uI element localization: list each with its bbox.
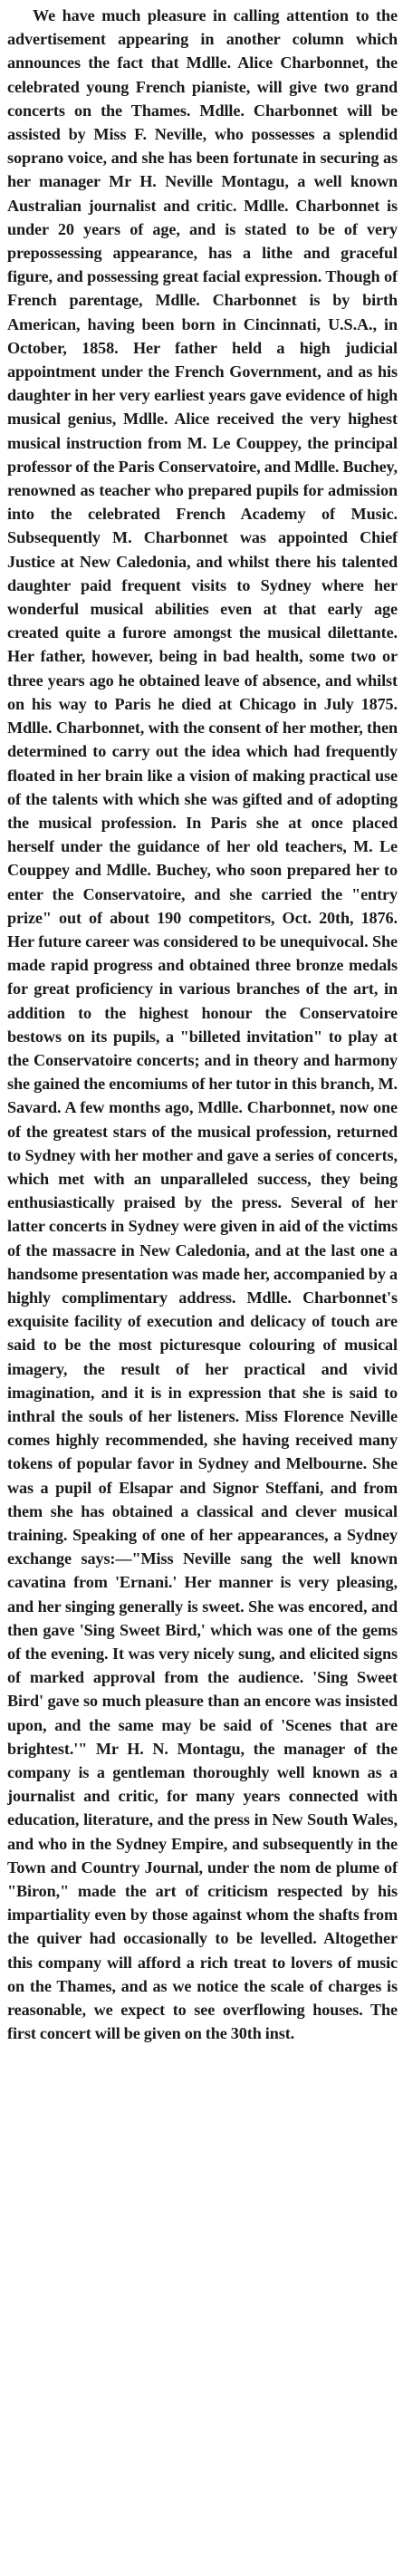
article-body: We have much pleasure in calling attention to the advertisement appearing in another column which announces the fact that Mdlle. Alice Charbonnet, the celebrated young French pianiste, will give two grand concerts on the Thames. Mdlle. Charbonnet will be assisted by Miss F. Neville, who possesses a splendid soprano voice, and she has been fortunate in securing as her manager Mr H. Neville Montagu, a well known Australian journalist and critic. Mdlle. Charbonnet is under 20 years of age, and is stated to be of very prepossessing appearance, has a lithe and graceful figure, and possessing great facial expression. Though of French parentage, Mdlle. Charbonnet is by birth American, having been born in Cincinnati, U.S.A., in October, 1858. Her father held a high judicial appointment under the French Government, and as his daughter in her very earliest years gave evidence of high musical genius, Mdlle. Alice received the very highest musical instruction from M. Le Couppey, the principal professor of the Paris Conservatoire, and Mdlle. Buchey, renowned as teacher who prepared pupils for admission into the celebrated French Academy of Music. Subsequently M. Charbonnet was appointed Chief Justice at New Caledonia, and whilst there his talented daughter paid frequent visits to Sydney where her wonderful musical abilities even at that early age created quite a furore amongst the musical dilettante. Her father, however, being in bad health, some two or three years ago he obtained leave of absence, and whilst on his way to Paris he died at Chicago in July 1875. Mdlle. Charbonnet, with the consent of her mother, then determined to carry out the idea which had frequently floated in her brain like a vision of making practical use of the talents with which she was gifted and of adopting the musical profession. In Paris she at once placed herself under the guidance of her old teachers, M. Le Couppey and Mdlle. Buchey, who soon prepared her to enter the Conservatoire, and she carried the "entry prize" out of about 190 competitors, Oct. 20th, 1876. Her future career was considered to be unequivocal. She made rapid progress and obtained three bronze medals for great proficiency in various branches of the art, in addition to the highest honour the Conservatoire bestows on its pupils, a "billeted invitation" to play at the Conservatoire concerts; and in theory and harmony she gained the encomiums of her tutor in this branch, M. Savard. A few months ago, Mdlle. Charbonnet, now one of the greatest stars of the musical profession, returned to Sydney with her mother and gave a series of concerts, which met with an unparalleled success, they being enthusiastically praised by the press. Several of her latter concerts in Sydney were given in aid of the victims of the massacre in New Caledonia, and at the last one a handsome presentation was made her, accompanied by a highly complimentary address. Mdlle. Charbonnet's exquisite facility of execution and delicacy of touch are said to be the most picturesque colouring of musical imagery, the result of her practical and vivid imagination, and it is in expression that she is said to inthral the souls of her listeners. Miss Florence Neville comes highly recommended, she having received many tokens of popular favor in Sydney and Melbourne. She was a pupil of Elsapar and Signor Steffani, and from them she has obtained a classical and clever musical training. Speaking of one of her appearances, a Sydney exchange says:—"Miss Neville sang the well known cavatina from 'Ernani.' Her manner is very pleasing, and her singing generally is sweet. She was encored, and then gave 'Sing Sweet Bird,' which was one of the gems of the evening. It was very nicely sung, and elicited signs of marked approval from the audience. 'Sing Sweet Bird' gave so much pleasure than an encore was insisted upon, and the same may be said of 'Scenes that are brightest.'" Mr H. N. Montagu, the manager of the company is a gentleman thoroughly well known as a journalist and critic, for many years connected with education, literature, and the press in New South Wales, and who in the Sydney Empire, and subsequently in the Town and Country Journal, under the nom de plume of "Biron," made the art of criticism respected by his impartiality even by those against whom the shafts from the quiver had occasionally to be levelled. Altogether this company will afford a rich treat to lovers of music on the Thames, and as we notice the scale of charges is reasonable, we expect to see overflowing houses. The first concert will be given on the 30th inst.: [7, 6, 398, 2043]
